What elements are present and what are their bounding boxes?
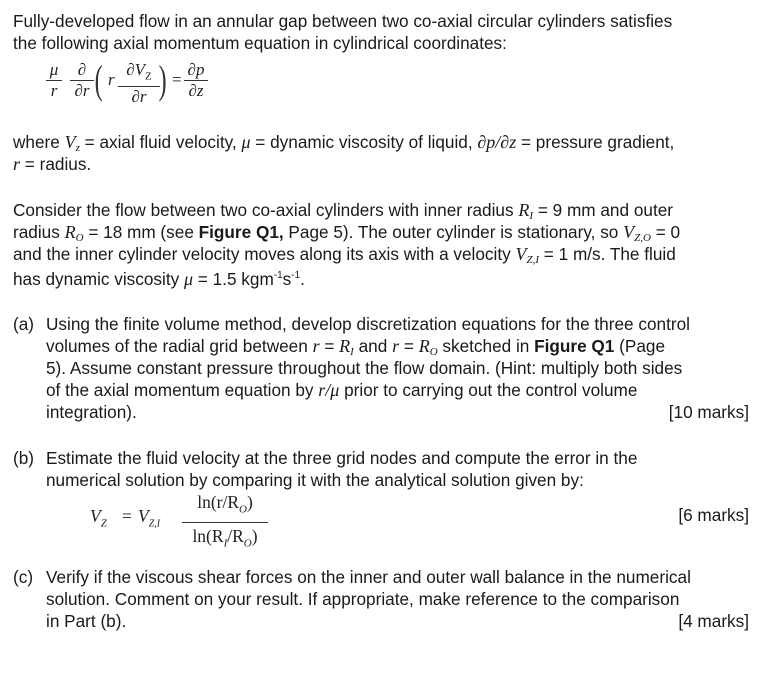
where-line-1: where $V_z$ = axial fluid velocity, μ = dynamic viscosity of liquid, ∂p/∂z = pressure gradient, bbox=[13, 132, 675, 154]
left-paren: ( bbox=[94, 57, 103, 102]
part-c-line-1: Verify if the viscous shear forces on the inner and outer wall balance in the numerical bbox=[46, 567, 691, 587]
part-c-marks: [4 marks] bbox=[678, 611, 749, 631]
right-paren: ) bbox=[158, 57, 167, 102]
part-a-line-2: volumes of the radial grid between $r = R_I$ and $r = R_O$ sketched in Figure Q1 (Page bbox=[46, 336, 666, 358]
figure-ref: Figure Q1, bbox=[198, 222, 284, 242]
part-a-line-4: of the axial momentum equation by r/μ prior to carrying out the control volume bbox=[46, 380, 638, 400]
partial-d-dr: ∂ ∂r bbox=[70, 60, 94, 101]
intro-line-2: the following axial momentum equation in cylindrical coordinates: bbox=[13, 33, 507, 53]
part-c-label: (c) bbox=[13, 567, 34, 587]
part-a-line-5: integration). bbox=[46, 402, 137, 422]
consider-line-3: and the inner cylinder velocity moves along its axis with a velocity $V_{Z,I} = 1$ m/s. The fluid bbox=[13, 244, 676, 266]
part-b-line-2: numerical solution by comparing it with the analytical solution given by: bbox=[46, 470, 584, 490]
mu-over-r: μ r bbox=[46, 60, 62, 101]
part-a-label: (a) bbox=[13, 314, 35, 334]
consider-line-4: has dynamic viscosity μ = 1.5 $kgm^{-1}s^{-1}$. bbox=[13, 269, 305, 289]
where-line-2: r = radius. bbox=[13, 154, 92, 174]
consider-line-2: radius $R_O = 18$ mm (see Figure Q1, Page 5). The outer cylinder is stationary, so $V_{Z,O} = 0$ bbox=[13, 222, 681, 244]
intro-line-1: Fully-developed flow in an annular gap between two co-axial circular cylinders satisfies bbox=[13, 11, 673, 31]
part-b-marks: [6 marks] bbox=[678, 505, 749, 525]
log-fraction: $\ln(r/R_O)$ $\ln(R_I/R_O)$ bbox=[182, 490, 268, 556]
r-factor: r bbox=[108, 70, 115, 89]
consider-line-1: Consider the flow between two co-axial cylinders with inner radius $R_I = 9$ mm and outer bbox=[13, 200, 674, 222]
dVz-dr: $\partial V_Z$ ∂r bbox=[118, 60, 160, 107]
part-b-line-1: Estimate the fluid velocity at the three grid nodes and compute the error in the bbox=[46, 448, 638, 468]
part-c-line-2: solution. Comment on your result. If appropriate, make reference to the comparison bbox=[46, 589, 680, 609]
part-c-line-3: in Part (b). bbox=[46, 611, 127, 631]
dp-dz: ∂p ∂z bbox=[184, 60, 208, 101]
figure-ref: Figure Q1 bbox=[534, 336, 615, 356]
part-a-marks: [10 marks] bbox=[668, 402, 749, 422]
equals-sign: = bbox=[172, 70, 182, 89]
part-b-label: (b) bbox=[13, 448, 35, 468]
part-a-line-1: Using the finite volume method, develop discretization equations for the three control bbox=[46, 314, 690, 334]
part-a-line-3: 5). Assume constant pressure throughout the flow domain. (Hint: multiply both sides bbox=[46, 358, 683, 378]
